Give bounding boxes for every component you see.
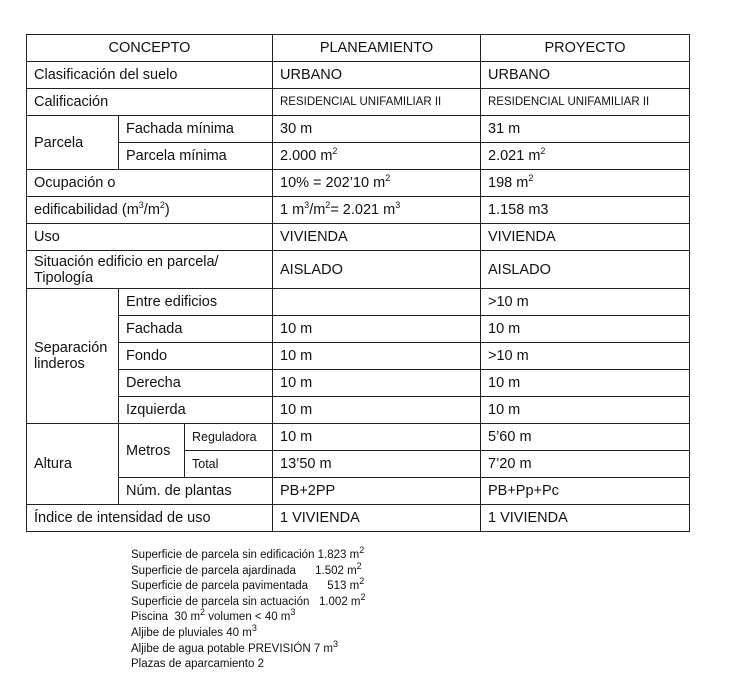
plan-value: 13’50 m (273, 451, 481, 478)
proy-value: 1 VIVIENDA (481, 505, 690, 532)
proy-value: RESIDENCIAL UNIFAMILIAR II (481, 89, 690, 116)
header-planeamiento: PLANEAMIENTO (273, 35, 481, 62)
table-row (27, 116, 690, 143)
urban-parameters-table (26, 34, 690, 532)
table-row (27, 424, 690, 451)
table-row (27, 89, 690, 116)
proy-value: >10 m (481, 343, 690, 370)
row-label: Reguladora (185, 424, 273, 451)
plan-value: PB+2PP (273, 478, 481, 505)
note-line: Superficie de parcela ajardinada 1.502 $m^2$ (131, 560, 362, 577)
proy-value: 2.021 $m^2$ (481, 143, 690, 170)
plan-value: AISLADO (273, 251, 481, 289)
surface-notes (131, 545, 366, 673)
plan-value: 30 m (273, 116, 481, 143)
row-label: Derecha (119, 370, 273, 397)
proy-value: 1.158 m3 (481, 197, 690, 224)
note-line: Aljibe de pluviales 40 $m^3$ (131, 623, 257, 639)
proy-value: 7’20 m (481, 451, 690, 478)
table-row (27, 505, 690, 532)
row-label: Situación edificio en parcela/ Tipología (27, 251, 273, 289)
proy-value: 198 $m^2$ (481, 170, 690, 197)
table-row (27, 143, 690, 170)
row-label: Uso (27, 224, 273, 251)
row-label: Fachada mínima (119, 116, 273, 143)
proy-value: 10 m (481, 370, 690, 397)
proy-value: 5’60 m (481, 424, 690, 451)
row-group-label: Separación linderos (27, 289, 119, 424)
header-concepto: CONCEPTO (27, 35, 273, 62)
row-group-label: Altura (27, 424, 119, 505)
plan-value: 10% = 202’10 $m^2$ (273, 170, 481, 197)
plan-value: 1 VIVIENDA (273, 505, 481, 532)
plan-value: 10 m (273, 316, 481, 343)
table-row (27, 397, 690, 424)
row-label: Núm. de plantas (119, 478, 273, 505)
table-row (27, 370, 690, 397)
row-label: Ocupación o (27, 170, 273, 197)
table-row (27, 224, 690, 251)
table-row (27, 170, 690, 197)
row-label: edificabilidad $(m^3/m^2)$ (27, 197, 273, 224)
table-row (27, 343, 690, 370)
table-row (27, 289, 690, 316)
proy-value: PB+Pp+Pc (481, 478, 690, 505)
table-row (27, 251, 690, 289)
proy-value: 31 m (481, 116, 690, 143)
plan-value: 10 m (273, 397, 481, 424)
table-row (27, 197, 690, 224)
proy-value: 10 m (481, 397, 690, 424)
plan-value: 10 m (273, 343, 481, 370)
row-label: Total (185, 451, 273, 478)
row-label: Entre edificios (119, 289, 273, 316)
note-line: Superficie de parcela pavimentada 513 $m^2$ (131, 576, 365, 593)
note-line: Superficie de parcela sin edificación 1.823 $m^2$ (131, 545, 365, 561)
table-row (27, 478, 690, 505)
plan-value: 2.000 $m^2$ (273, 143, 481, 170)
proy-value: >10 m (481, 289, 690, 316)
plan-value (273, 289, 481, 316)
row-subgroup-label: Metros (119, 424, 185, 478)
plan-value: URBANO (273, 62, 481, 89)
table-row (27, 62, 690, 89)
note-line: Piscina 30 $m^2$ volumen < 40 $m^3$ (131, 607, 296, 624)
plan-value: 10 m (273, 424, 481, 451)
note-line: Aljibe de agua potable PREVISIÓN 7 $m^3$ (131, 638, 339, 655)
header-proyecto: PROYECTO (481, 35, 690, 62)
table-header-row (27, 35, 690, 62)
note-line: Plazas de aparcamiento 2 (131, 658, 264, 671)
plan-value: RESIDENCIAL UNIFAMILIAR II (273, 89, 481, 116)
row-label: Parcela mínima (119, 143, 273, 170)
plan-value: VIVIENDA (273, 224, 481, 251)
plan-value: 1 $m^3/m^2= 2.021$ $m^3$ (273, 197, 481, 224)
row-label: Fachada (119, 316, 273, 343)
row-label: Índice de intensidad de uso (27, 505, 273, 532)
table-row (27, 316, 690, 343)
proy-value: AISLADO (481, 251, 690, 289)
proy-value: URBANO (481, 62, 690, 89)
row-label: Fondo (119, 343, 273, 370)
plan-value: 10 m (273, 370, 481, 397)
row-label: Calificación (27, 89, 273, 116)
row-label: Izquierda (119, 397, 273, 424)
note-line: Superficie de parcela sin actuación 1.002 $m^2$ (131, 591, 366, 608)
row-label: Clasificación del suelo (27, 62, 273, 89)
row-group-label: Parcela (27, 116, 119, 170)
proy-value: 10 m (481, 316, 690, 343)
proy-value: VIVIENDA (481, 224, 690, 251)
